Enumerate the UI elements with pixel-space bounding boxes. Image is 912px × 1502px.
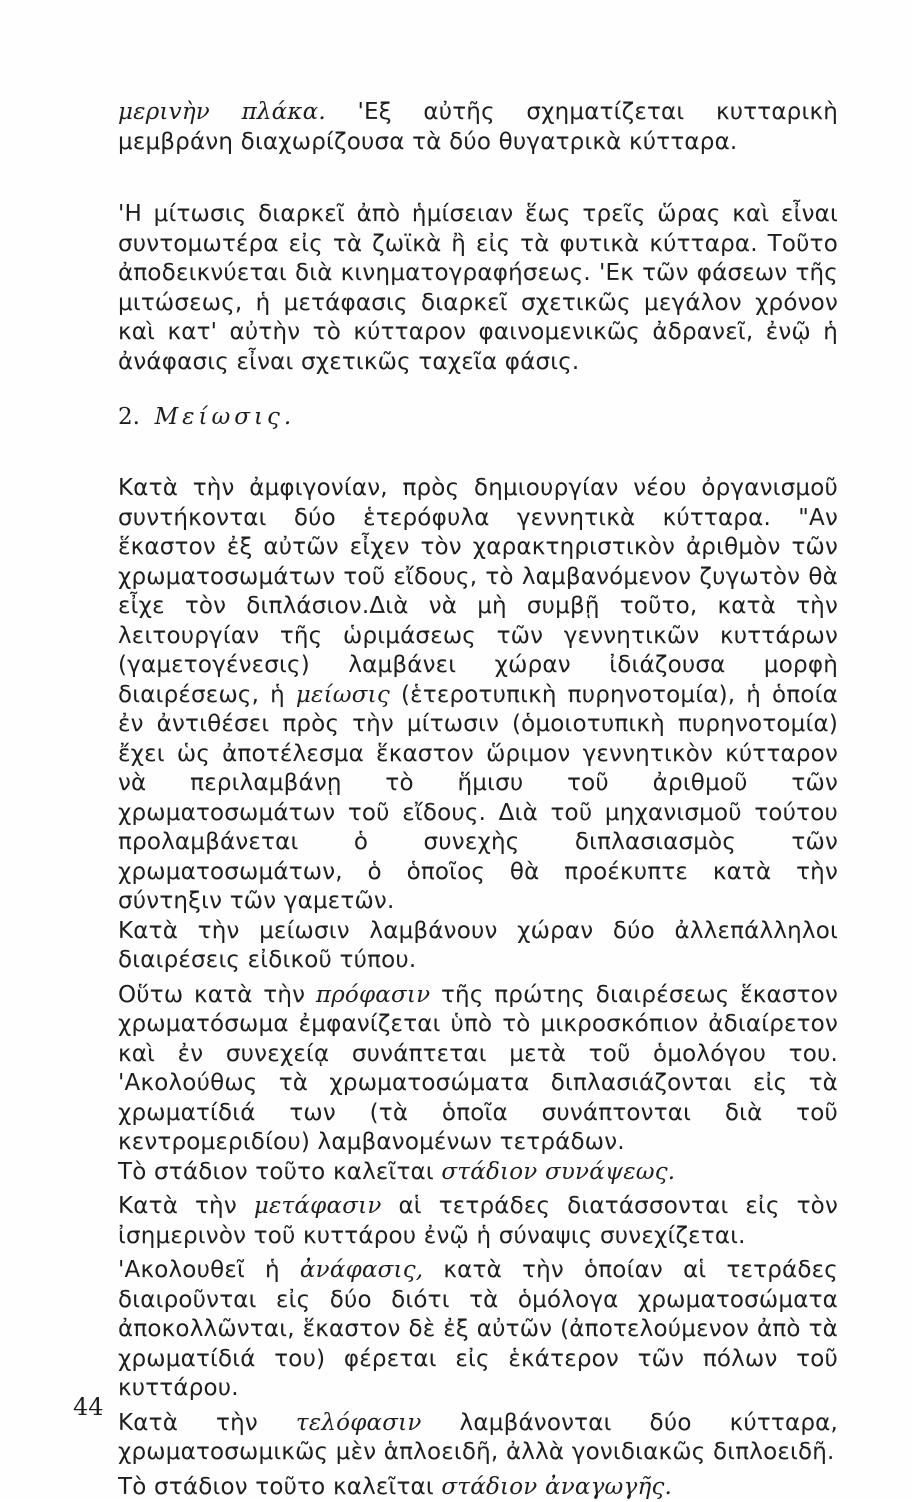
paragraph-reduction-stage	[118, 1473, 838, 1502]
italic-term: μεριvὴν πλάκα.	[118, 99, 326, 125]
italic-term: μείωσις	[296, 682, 390, 708]
paragraph-text: Τὸ στάδιον τοῦτο καλεῖται	[118, 1159, 441, 1185]
italic-term: πρόφασιν	[316, 982, 430, 1008]
paragraph-text: αἱ τετράδες διατάσσονται εἰς τὸν ἰσημερινὸν τοῦ κυττάρου ἐνῷ ἡ σύναψις συνεχίζεται.	[118, 1193, 838, 1249]
italic-term: στάδιον ἀναγωγῆς.	[441, 1474, 672, 1500]
paragraph-text: Κατὰ τὴν	[118, 1410, 296, 1436]
paragraph-prophase	[118, 981, 838, 1158]
section-heading	[118, 404, 295, 430]
italic-term: στάδιον συνάψεως.	[441, 1159, 675, 1185]
section-number: 2.	[118, 404, 140, 430]
paragraph-two-divisions: Κατὰ τὴν μείωσιν λαμβάνουν χώραν δύο ἀλλεπάλληλοι διαιρέσεις εἰδικοῦ τύπου.	[118, 917, 838, 976]
meiosis-section-body	[118, 474, 838, 1502]
paragraph-anaphase	[118, 1256, 838, 1404]
italic-term: τελόφασιν	[296, 1410, 422, 1436]
paragraph-text: λαμβάνονται δύο κύτταρα, χρωματοσωμικῶς μὲν ἁπλοειδῆ, ἀλλὰ γονιδιακῶς διπλοειδῆ.	[118, 1410, 838, 1466]
paragraph-text: Τὸ στάδιον τοῦτο καλεῖται	[118, 1474, 441, 1500]
paragraph-text: 'Εξ αὐτῆς σχηματίζεται κυτταρικὴ μεμβράνη διαχωρίζουσα τὰ δύο θυγατρικὰ κύτταρα.	[118, 99, 838, 155]
paragraph-text: τῆς πρώτης διαιρέσεως ἕκαστον χρωματόσωμα ἐμφανίζεται ὑπὸ τὸ μικροσκόπιον ἀδιαίρετον καὶ ἐν συνεχείᾳ συνάπτεται μετὰ τοῦ ὁμολόγου του. 'Ακολούθως τὰ χρωματοσώματα διπλασιάζονται εἰς τὰ χρωματίδιά των (τὰ ὁποῖα συνάπτονται διὰ τοῦ κεντρομεριδίου) λαμβανομένων τετράδων.	[118, 982, 838, 1156]
paragraph-continuation	[118, 98, 838, 157]
paragraph-mitosis-duration	[118, 200, 838, 377]
paragraph-metaphase	[118, 1192, 838, 1251]
paragraph-text: (ἑτεροτυπικὴ πυρηνοτομία), ἡ ὁποία ἐν ἀντιθέσει πρὸς τὴν μίτωσιν (ὁμοιοτυπικὴ πυρηνοτομία) ἔχει ὡς ἀποτέλεσμα ἕκαστον ὥριμον γεννητικὸν κύτταρον νὰ περιλαμβάνῃ τὸ ἥμισυ τοῦ ἀριθμοῦ τῶν χρωματοσωμάτων τοῦ εἴδους. Διὰ τοῦ μηχανισμοῦ τούτου προλαμβάνεται ὁ συνεχὴς διπλασιασμὸς τῶν χρωματοσωμάτων, ὁ ὁποῖος θὰ προέκυπτε κατὰ τὴν σύντηξιν τῶν γαμετῶν.	[118, 682, 838, 915]
paragraph-meiosis-intro	[118, 474, 838, 917]
paragraph-text: 'Η μίτωσις διαρκεῖ ἀπὸ ἡμίσειαν ἕως τρεῖς ὥρας καὶ εἶναι συντομωτέρα εἰς τὰ ζωϊκὰ ἢ εἰς τὰ φυτικὰ κύτταρα. Τοῦτο ἀποδεικνύεται διὰ κινηματογραφήσεως. 'Εκ τῶν φάσεων τῆς μιτώσεως, ἡ μετάφασις διαρκεῖ σχετικῶς μεγάλον χρόνον καὶ κατ' αὐτὴν τὸ κύτταρον φαινομενικῶς ἀδρανεῖ, ἐνῷ ἡ ἀνάφασις εἶναι σχετικῶς ταχεῖα φάσις.	[118, 200, 838, 377]
paragraph-synapsis-stage	[118, 1158, 838, 1188]
paragraph-text: Οὕτω κατὰ τὴν	[118, 982, 316, 1008]
paragraph-text: Κατὰ τὴν	[118, 1193, 254, 1219]
italic-term: μετάφασιν	[254, 1193, 382, 1219]
paragraph-text: κατὰ τὴν ὁποίαν αἱ τετράδες διαιροῦνται εἰς δύο διότι τὰ ὁμόλογα χρωματοσώματα ἀποκολλῶνται, ἕκαστον δὲ ἐξ αὐτῶν (ἀποτελούμενον ἀπὸ τὰ χρωματίδιά του) φέρεται εἰς ἑκάτερον τῶν πόλων τοῦ κυττάρου.	[118, 1257, 838, 1401]
italic-term: ἀνάφασις,	[300, 1257, 423, 1283]
paragraph-text: 'Ακολουθεῖ ἡ	[118, 1257, 300, 1283]
section-title: Μείωσις.	[155, 404, 296, 430]
page-number: 44	[73, 1393, 104, 1421]
paragraph-telophase	[118, 1409, 838, 1468]
paragraph-text: Κατὰ τὴν ἀμφιγονίαν, πρὸς δημιουργίαν νέου ὀργανισμοῦ συντήκονται δύο ἑτερόφυλα γεννητικὰ κύτταρα. "Αν ἕκαστον ἐξ αὐτῶν εἶχεν τὸν χαρακτηριστικὸν ἀριθμὸν τῶν χρωματοσωμάτων τοῦ εἴδους, τὸ λαμβανόμενον ζυγωτὸν θὰ εἶχε τὸν διπλάσιον.Διὰ νὰ μὴ συμβῇ τοῦτο, κατὰ τὴν λειτουργίαν τῆς ὡριμάσεως τῶν γεννητικῶν κυττάρων (γαμετογένεσις) λαμβάνει χώραν ἰδιάζουσα μορφὴ διαιρέσεως, ἡ	[118, 475, 838, 708]
